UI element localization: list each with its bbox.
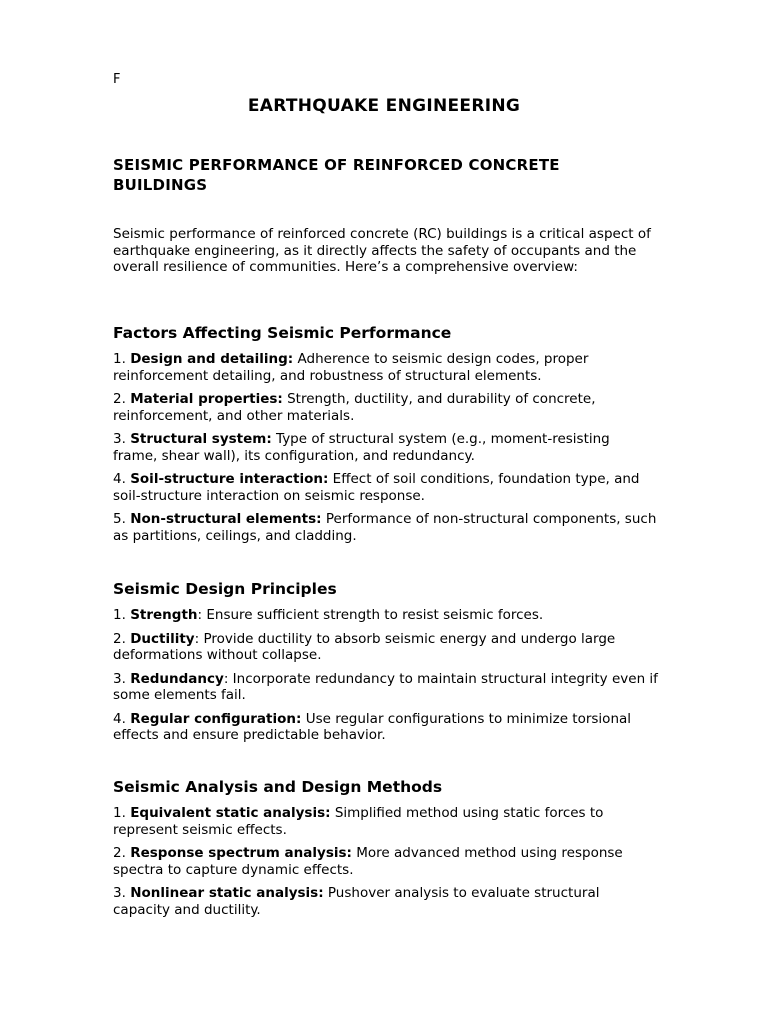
section-design-principles — [113, 579, 658, 751]
section-heading: Seismic Analysis and Design Methods — [113, 778, 443, 796]
section-factors — [113, 323, 658, 551]
section-heading: Factors Affecting Seismic Performance — [113, 324, 452, 342]
section-analysis-methods — [113, 777, 658, 925]
list-item: 1. Strength: Ensure sufficient strength to resist seismic forces. — [113, 607, 544, 623]
section-heading: Seismic Design Principles — [113, 580, 337, 598]
list-item: 2. Material properties: Strength, ductility, and durability of concrete, reinforcement, and other materials. — [113, 391, 596, 424]
intro-paragraph: Seismic performance of reinforced concrete (RC) buildings is a critical aspect of earthquake engineering, as it directly affects the safety of occupants and the overall resilience of communities. Here’s a comprehensive overview: — [113, 226, 651, 275]
list-item: 1. Design and detailing: Adherence to seismic design codes, proper reinforcement detailing, and robustness of structural elements. — [113, 351, 589, 384]
list-item: 3. Nonlinear static analysis: Pushover analysis to evaluate structural capacity and ductility. — [113, 885, 600, 918]
list-item: 2. Response spectrum analysis: More advanced method using response spectra to capture dynamic effects. — [113, 845, 623, 878]
main-heading: SEISMIC PERFORMANCE OF REINFORCED CONCRETE BUILDINGS — [113, 156, 560, 194]
list-item: 3. Structural system: Type of structural system (e.g., moment-resisting frame, shear wall), its configuration, and redundancy. — [113, 431, 610, 464]
page-marker: F — [113, 72, 121, 87]
list-item: 5. Non-structural elements: Performance of non-structural components, such as partitions, ceilings, and cladding. — [113, 511, 657, 544]
list-item: 4. Soil-structure interaction: Effect of soil conditions, foundation type, and soil-structure interaction on seismic response. — [113, 471, 640, 504]
list-item: 4. Regular configuration: Use regular configurations to minimize torsional effects and ensure predictable behavior. — [113, 710, 632, 743]
list-item: 3. Redundancy: Incorporate redundancy to maintain structural integrity even if some elements fail. — [113, 670, 658, 703]
list-item: 2. Ductility: Provide ductility to absorb seismic energy and undergo large deformations without collapse. — [113, 630, 616, 663]
document-title: EARTHQUAKE ENGINEERING — [247, 96, 521, 116]
list-item: 1. Equivalent static analysis: Simplified method using static forces to represent seismic effects. — [113, 805, 604, 838]
